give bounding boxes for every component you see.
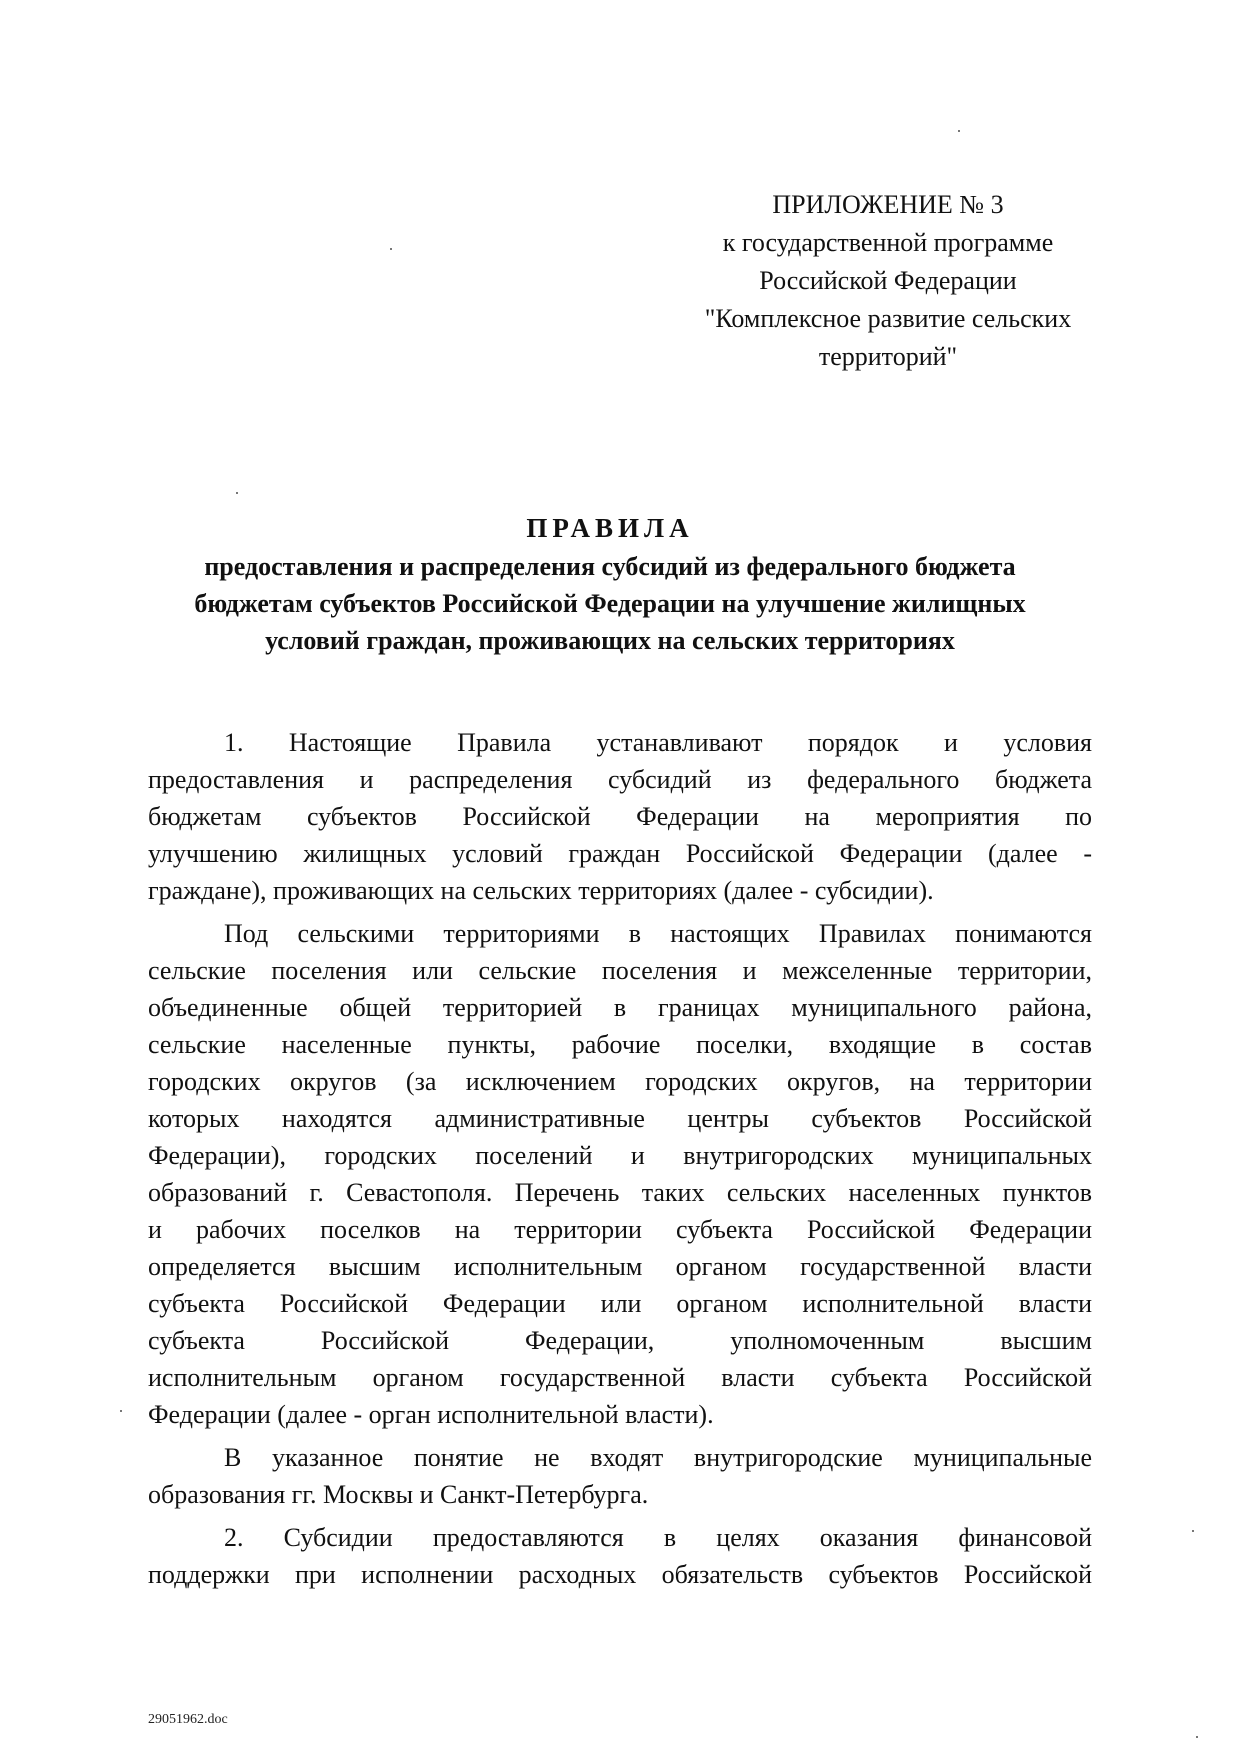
text-line: которых находятся административные центры субъектов Российской (148, 1104, 1092, 1133)
text-line: улучшению жилищных условий граждан Российской Федерации (далее - (148, 839, 1092, 868)
text-line: объединенные общей территорией в границах муниципального района, (148, 993, 1092, 1022)
document-body (148, 724, 1092, 1599)
text-line: Под сельскими территориями в настоящих Правилах понимаются (224, 919, 1092, 948)
text-line: граждане), проживающих на сельских территориях (далее - субсидии). (148, 876, 934, 905)
document-title: ПРАВИЛА (526, 513, 694, 543)
paragraph-3 (148, 1439, 1092, 1513)
appendix-number: ПРИЛОЖЕНИЕ № 3 (772, 190, 1004, 219)
scan-speck (1192, 1530, 1194, 1532)
appendix-ref-line-3: "Комплексное развитие сельских (704, 304, 1072, 333)
text-line: сельские поселения или сельские поселения и межселенные территории, (148, 956, 1092, 985)
subtitle-line-2: бюджетам субъектов Российской Федерации на улучшение жилищных (194, 589, 1026, 618)
text-line: исполнительным органом государственной власти субъекта Российской (148, 1363, 1092, 1392)
text-line: и рабочих поселков на территории субъекта Российской Федерации (148, 1215, 1092, 1244)
scan-speck (236, 492, 238, 494)
document-file-id: 29051962.doc (148, 1712, 228, 1727)
text-line: сельские населенные пункты, рабочие поселки, входящие в состав (148, 1030, 1092, 1059)
text-line: образования гг. Москвы и Санкт-Петербурга. (148, 1480, 649, 1509)
subtitle-line-1: предоставления и распределения субсидий из федерального бюджета (204, 552, 1016, 581)
scan-speck (390, 248, 392, 250)
text-line: городских округов (за исключением городских округов, на территории (148, 1067, 1092, 1096)
text-line: субъекта Российской Федерации или органом исполнительной власти (148, 1289, 1092, 1318)
appendix-header (658, 186, 1118, 376)
appendix-ref-line-4: территорий" (818, 342, 958, 371)
subtitle-line-3: условий граждан, проживающих на сельских территориях (265, 626, 955, 655)
text-line: образований г. Севастополя. Перечень таких сельских населенных пунктов (148, 1178, 1092, 1207)
paragraph-4 (148, 1519, 1092, 1593)
scan-speck (120, 1410, 122, 1412)
appendix-ref-line-1: к государственной программе (722, 228, 1054, 257)
appendix-ref-line-2: Российской Федерации (759, 266, 1017, 295)
text-line: определяется высшим исполнительным органом государственной власти (148, 1252, 1092, 1281)
text-line: 2. Субсидии предоставляются в целях оказания финансовой (224, 1523, 1092, 1552)
scan-speck (1196, 1736, 1198, 1738)
paragraph-2 (148, 915, 1092, 1433)
paragraph-1 (148, 724, 1092, 909)
text-line: поддержки при исполнении расходных обязательств субъектов Российской (148, 1560, 1092, 1589)
text-line: бюджетам субъектов Российской Федерации на мероприятия по (148, 802, 1092, 831)
text-line: Федерации), городских поселений и внутригородских муниципальных (148, 1141, 1092, 1170)
scan-speck (958, 130, 960, 132)
text-line: субъекта Российской Федерации, уполномоченным высшим (148, 1326, 1092, 1355)
text-line: 1. Настоящие Правила устанавливают порядок и условия (224, 728, 1092, 757)
document-subtitle (130, 548, 1090, 659)
text-line: В указанное понятие не входят внутригородские муниципальные (224, 1443, 1092, 1472)
text-line: Федерации (далее - орган исполнительной власти). (148, 1400, 714, 1429)
text-line: предоставления и распределения субсидий из федерального бюджета (148, 765, 1092, 794)
